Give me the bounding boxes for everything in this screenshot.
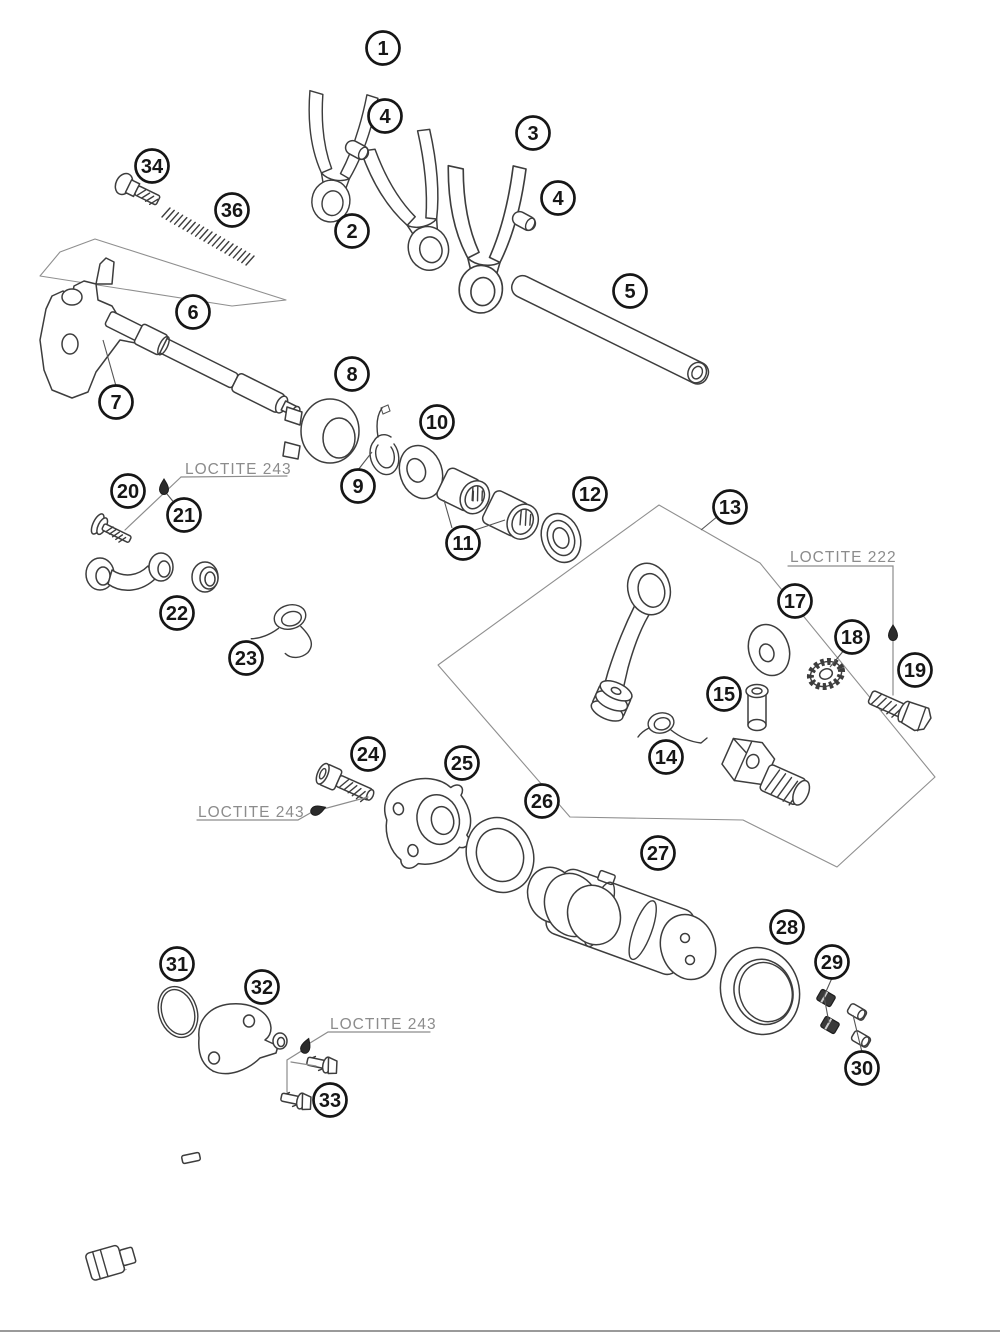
svg-text:15: 15	[712, 684, 736, 706]
svg-text:31: 31	[165, 954, 189, 976]
svg-text:14: 14	[654, 747, 678, 769]
svg-text:32: 32	[250, 977, 274, 999]
snap-ring-9	[370, 405, 399, 475]
pin-15	[746, 685, 768, 731]
callout-21	[168, 499, 201, 532]
callout-29	[816, 946, 849, 979]
callout-15	[708, 678, 741, 711]
callout-27	[642, 837, 675, 870]
svg-text:23: 23	[234, 648, 258, 670]
svg-text:17: 17	[783, 591, 807, 613]
callout-3	[517, 117, 550, 150]
callout-18	[836, 621, 869, 654]
loctite-label-2: LOCTITE 243	[198, 804, 305, 821]
o-ring-31	[152, 981, 204, 1042]
screw-20	[89, 512, 135, 550]
svg-text:21: 21	[172, 505, 196, 527]
callout-8	[336, 358, 369, 391]
svg-text:33: 33	[318, 1090, 342, 1112]
svg-text:9: 9	[352, 476, 364, 498]
svg-text:34: 34	[140, 156, 164, 178]
svg-text:30: 30	[850, 1058, 874, 1080]
callout-4	[369, 100, 402, 133]
callout-36	[216, 194, 249, 227]
callout-24	[352, 738, 385, 771]
callout-32	[246, 971, 279, 1004]
shift-lever-13	[588, 558, 676, 725]
callout-25	[446, 747, 479, 780]
svg-text:22: 22	[165, 603, 189, 625]
washer-17	[742, 619, 796, 681]
sensor-cover-32	[85, 1004, 287, 1294]
grub-screws-29	[816, 989, 840, 1034]
callout-30	[846, 1052, 879, 1085]
callout-9	[342, 470, 375, 503]
svg-text:27: 27	[646, 843, 670, 865]
svg-text:25: 25	[450, 753, 474, 775]
shift-rail-5	[508, 272, 712, 387]
callout-26	[526, 785, 559, 818]
callout-2	[336, 215, 369, 248]
lock-washer-18	[807, 657, 845, 690]
threaded-socket	[718, 731, 820, 810]
callout-19	[899, 654, 932, 687]
callout-12	[574, 478, 607, 511]
svg-text:28: 28	[775, 917, 799, 939]
shift-link-22	[86, 553, 173, 590]
bearing-12	[535, 508, 588, 568]
callout-6	[177, 296, 210, 329]
callout-17	[779, 585, 812, 618]
callout-10	[421, 406, 454, 439]
svg-text:5: 5	[624, 281, 636, 303]
svg-text:24: 24	[356, 744, 380, 766]
svg-text:7: 7	[110, 392, 122, 414]
callout-33	[314, 1084, 347, 1117]
svg-text:11: 11	[452, 533, 474, 555]
loctite-label-3: LOCTITE 243	[330, 1016, 437, 1033]
callout-28	[771, 911, 804, 944]
callout-1	[367, 32, 400, 65]
callout-13	[714, 491, 747, 524]
svg-text:18: 18	[840, 627, 864, 649]
svg-text:12: 12	[578, 484, 602, 506]
svg-text:26: 26	[530, 791, 554, 813]
callout-11	[447, 527, 480, 560]
callout-5	[614, 275, 647, 308]
svg-text:19: 19	[903, 660, 927, 682]
svg-text:2: 2	[346, 221, 358, 243]
svg-text:6: 6	[187, 302, 199, 324]
callout-14	[650, 741, 683, 774]
svg-text:20: 20	[116, 481, 140, 503]
callout-34	[136, 150, 169, 183]
svg-text:29: 29	[820, 952, 844, 974]
callout-23	[230, 642, 263, 675]
needle-bearing-11b	[481, 489, 544, 545]
bushing-22	[192, 562, 218, 592]
svg-text:4: 4	[379, 106, 391, 128]
hex-bolt-19	[865, 685, 934, 735]
svg-text:13: 13	[718, 497, 742, 519]
svg-text:10: 10	[425, 412, 449, 434]
svg-text:3: 3	[527, 123, 539, 145]
callout-4	[542, 182, 575, 215]
bearing-retainer-25	[376, 769, 480, 873]
loctite-label-1: LOCTITE 222	[790, 549, 897, 566]
ring-28	[708, 936, 811, 1045]
loctite-label-0: LOCTITE 243	[185, 461, 292, 478]
svg-text:4: 4	[552, 188, 564, 210]
callout-7	[100, 386, 133, 419]
svg-text:8: 8	[346, 364, 358, 386]
svg-text:36: 36	[220, 200, 244, 222]
shift-drum-27	[521, 858, 724, 986]
callout-31	[161, 948, 194, 981]
svg-text:1: 1	[377, 38, 389, 60]
torsion-spring-14	[638, 711, 707, 743]
callout-20	[112, 475, 145, 508]
callout-22	[161, 597, 194, 630]
loctite-labels	[185, 461, 897, 1033]
